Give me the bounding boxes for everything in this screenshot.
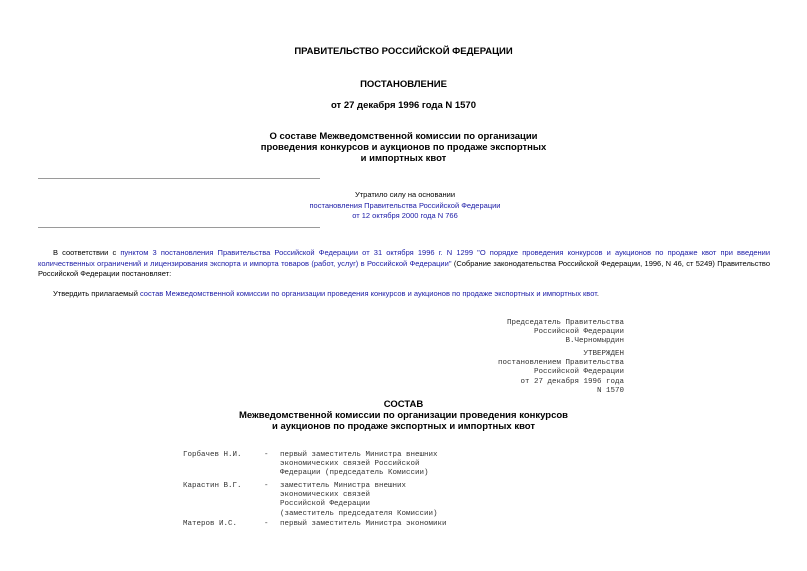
signature-block	[507, 319, 624, 347]
government-heading: ПРАВИТЕЛЬСТВО РОССИЙСКОЙ ФЕДЕРАЦИИ	[294, 46, 513, 57]
repeal-link-line-1[interactable]: постановления Правительства Российской Федерации	[309, 200, 501, 210]
preamble-paragraph	[38, 248, 770, 280]
member-desc-line: заместитель Министра внешних	[280, 482, 407, 490]
title-line-3: и импортных квот	[360, 153, 447, 164]
member-dash: -	[264, 482, 269, 490]
member-name: Матеров И.С.	[183, 520, 238, 528]
composition-subtitle	[0, 410, 807, 432]
approved-line-3: Российской Федерации	[533, 368, 624, 377]
composition-link[interactable]: состав Межведомственной комиссии по организации проведения конкурсов и аукционов по продаже экспортных и импортных квот	[139, 289, 597, 298]
signature-line-3: В.Черномырдин	[565, 337, 624, 346]
member-desc-line: первый заместитель Министра экономики	[280, 520, 447, 528]
top-divider	[38, 178, 320, 179]
approval-start: Утвердить прилагаемый	[53, 289, 140, 298]
document-date-number: от 27 декабря 1996 года N 1570	[330, 100, 476, 111]
status-note-text: Утратило силу на основании	[354, 190, 456, 199]
member-dash: -	[264, 451, 269, 459]
member-dash: -	[264, 520, 269, 528]
signature-line-2: Российской Федерации	[533, 328, 624, 337]
composition-subtitle-line-2: и аукционов по продаже экспортных и импортных квот	[271, 421, 536, 432]
member-desc-line: Федерации (председатель Комиссии)	[280, 469, 429, 478]
member-description	[280, 520, 447, 529]
approval-paragraph	[53, 289, 770, 300]
member-description	[280, 451, 438, 479]
approved-line-1: УТВЕРЖДЕН	[583, 350, 624, 358]
member-description	[280, 482, 438, 519]
composition-heading: СОСТАВ	[383, 399, 424, 410]
document-type: ПОСТАНОВЛЕНИЕ	[360, 79, 447, 90]
bottom-divider	[38, 227, 320, 228]
composition-subtitle-line-1: Межведомственной комиссии по организации проведения конкурсов	[238, 410, 569, 421]
preamble-start: В соответствии с	[53, 248, 121, 257]
preamble-end: (Собрание законодательства Российской Федерации, 1996, N 46, ст 5249) Правительство Российской Федерации постановляет:	[38, 258, 770, 278]
signature-line-1: Председатель Правительства	[506, 319, 624, 327]
member-name: Горбачев Н.И.	[183, 451, 242, 459]
approval-end: .	[596, 289, 599, 298]
approval-stamp-block	[498, 350, 624, 396]
member-desc-line: первый заместитель Министра внешних	[280, 451, 438, 459]
member-desc-line: экономических связей	[280, 491, 371, 500]
member-desc-line: (заместитель председателя Комиссии)	[280, 509, 438, 518]
approved-line-2: постановлением Правительства	[497, 359, 624, 368]
title-line-2: проведения конкурсов и аукционов по продаже экспортных	[260, 142, 547, 153]
repeal-link-line-2[interactable]: от 12 октября 2000 года N 766	[352, 211, 458, 220]
title-line-1: О составе Межведомственной комиссии по организации	[269, 131, 538, 142]
document-title	[0, 131, 807, 164]
status-note	[300, 190, 510, 222]
member-desc-line: экономических связей Российской	[280, 460, 420, 469]
resolution-1299-link[interactable]: пунктом 3 постановления Правительства Российской Федерации от 31 октября 1996 г. N 1299 "О порядке проведения конкурсов и аукционов по продаже квот при введении количественных ограничений и лицензирования экспорта и импорта товаров (работ, услуг) в Российской Федерации"	[38, 248, 771, 268]
member-desc-line: Российской Федерации	[280, 500, 371, 509]
approved-line-4: от 27 декабря 1996 года	[520, 377, 624, 386]
member-name: Карастин В.Г.	[183, 482, 242, 490]
approved-line-5: N 1570	[596, 386, 624, 395]
